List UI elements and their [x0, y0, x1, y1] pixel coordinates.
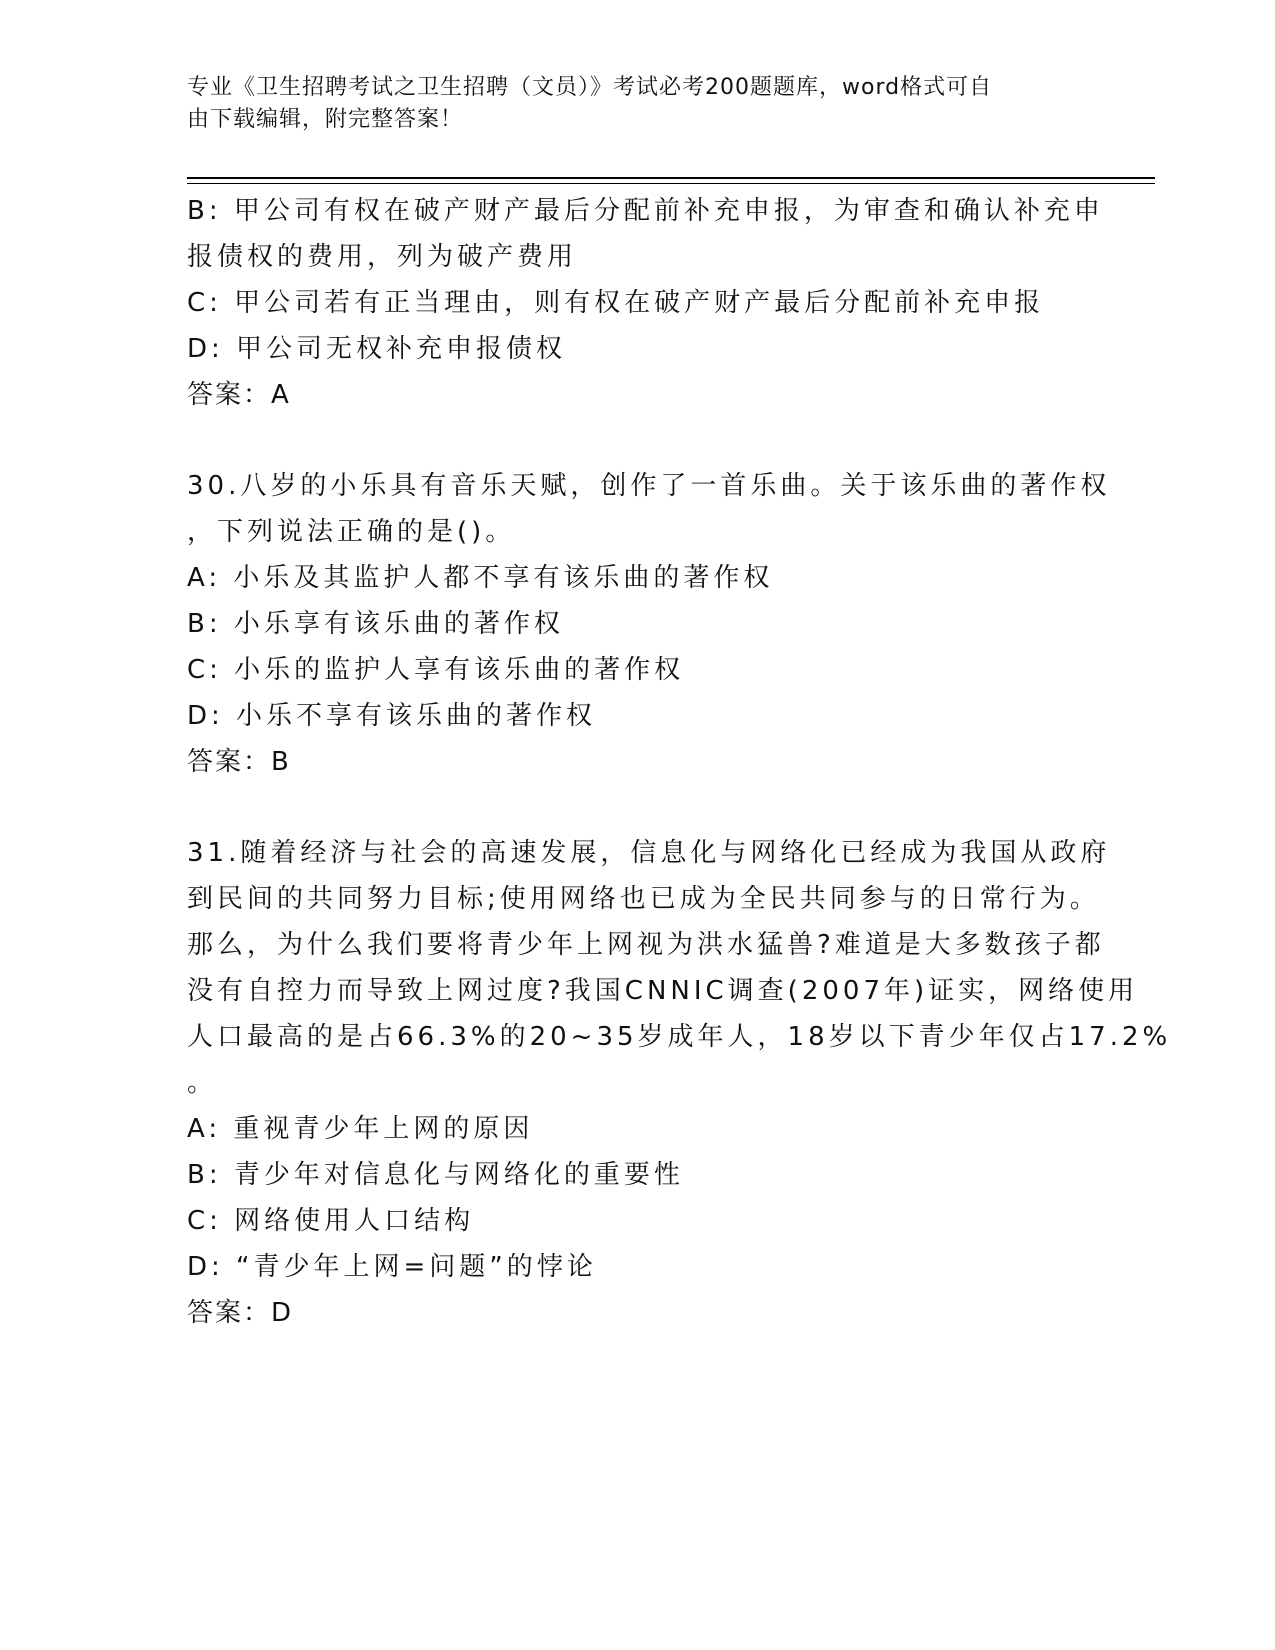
- question-30-option-a: A: 小乐及其监护人都不享有该乐曲的著作权: [187, 563, 774, 593]
- question-31-stem-line-5: 人口最高的是占66.3%的20~35岁成年人，18岁以下青少年仅占17.2%: [187, 1022, 1172, 1052]
- question-31-option-b: B: 青少年对信息化与网络化的重要性: [187, 1160, 684, 1190]
- question-31-option-a: A: 重视青少年上网的原因: [187, 1114, 534, 1144]
- question-31-stem-line-3: 那么，为什么我们要将青少年上网视为洪水猛兽?难道是大多数孩子都: [187, 930, 1105, 960]
- question-30-option-c: C: 小乐的监护人享有该乐曲的著作权: [187, 655, 685, 685]
- option-d: D: 甲公司无权补充申报债权: [187, 334, 567, 364]
- question-30-answer: 答案：B: [187, 747, 291, 777]
- header-line-2: 由下载编辑，附完整答案！: [187, 107, 464, 132]
- header-divider-thin: [187, 183, 1155, 184]
- document-header: [187, 72, 1067, 136]
- question-31-stem-line-4: 没有自控力而导致上网过度?我国CNNIC调查(2007年)证实，网络使用: [187, 976, 1139, 1006]
- option-b-line-1: B: 甲公司有权在破产财产最后分配前补充申报，为审查和确认补充申: [187, 196, 1104, 226]
- question-30-block: [187, 463, 1111, 785]
- question-31-block: [187, 830, 1172, 1336]
- question-30-stem-line-2: ，下列说法正确的是()。: [187, 517, 516, 547]
- question-31-stem-line-1: 31.随着经济与社会的高速发展，信息化与网络化已经成为我国从政府: [187, 838, 1111, 868]
- question-31-option-c: C: 网络使用人口结构: [187, 1206, 475, 1236]
- option-b-line-2: 报债权的费用，列为破产费用: [187, 242, 578, 272]
- question-31-stem-line-2: 到民间的共同努力目标;使用网络也已成为全民共同参与的日常行为。: [187, 884, 1100, 914]
- question-spacer: [187, 418, 1087, 463]
- question-30-stem-line-1: 30.八岁的小乐具有音乐天赋，创作了一首乐曲。关于该乐曲的著作权: [187, 471, 1111, 501]
- question-30-option-d: D: 小乐不享有该乐曲的著作权: [187, 701, 597, 731]
- question-31-stem-line-6: 。: [187, 1068, 218, 1098]
- question-30-option-b: B: 小乐享有该乐曲的著作权: [187, 609, 564, 639]
- answer-line: 答案：A: [187, 380, 291, 410]
- question-content: [187, 188, 1172, 1336]
- question-31-option-d: D: “青少年上网=问题”的悖论: [187, 1252, 597, 1282]
- previous-question-block: [187, 188, 1104, 418]
- header-divider-thick: [187, 177, 1155, 179]
- question-31-answer: 答案：D: [187, 1298, 294, 1328]
- header-line-1: 专业《卫生招聘考试之卫生招聘（文员）》考试必考200题题库，word格式可自: [187, 75, 993, 100]
- question-spacer: [187, 785, 1087, 830]
- option-c: C: 甲公司若有正当理由，则有权在破产财产最后分配前补充申报: [187, 288, 1045, 318]
